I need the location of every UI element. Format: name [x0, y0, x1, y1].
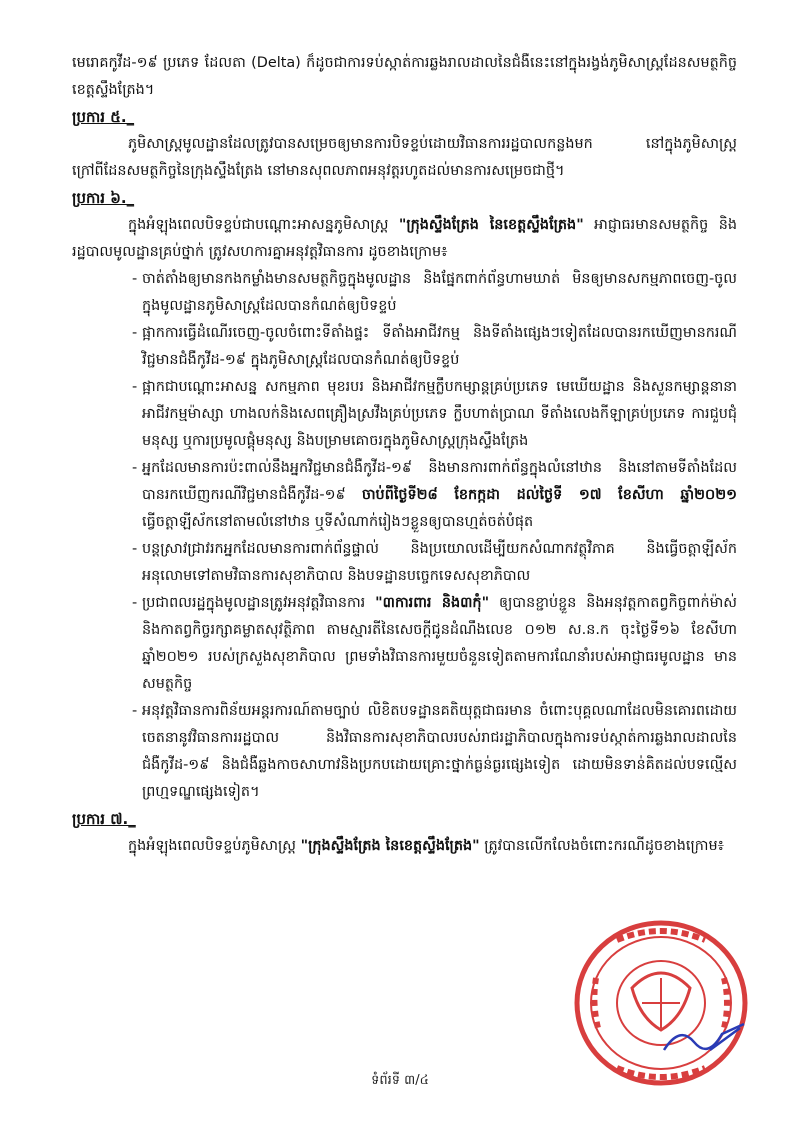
- measures-list: [72, 266, 737, 806]
- bullet-6-bold: "៣ការពារ និង៣កុំ": [375, 595, 490, 611]
- bullet-4-a: អ្នកដែលមានការប៉ះពាល់នឹងអ្នកវិជ្ជមានជំងឺកូវីដ-១៩ និងមានការពាក់ព័ន្ធក្នុងលំនៅឋាន និងនៅតាមទីតាំងដែលបានរកឃើញករណីវិជ្ជមានជំងឺកូវីដ-១៩: [142, 460, 737, 503]
- article-7-text: [72, 833, 737, 860]
- article-5-text: ភូមិសាស្ត្រមូលដ្ឋានដែលត្រូវបានសម្រេចឲ្យមានការបិទខ្ទប់ដោយវិធានការរដ្ឋបាលកន្លងមក នៅក្នុងភូមិសាស្ត្រក្រៅពីដែនសមត្ថកិច្ចនៃក្រុងស្ទឹងត្រែង នៅមានសុពលភាពអនុវត្តរហូតដល់មានការសម្រេចជាថ្មី។: [72, 136, 737, 179]
- list-item: - ផ្អាកការធ្វើដំណើរចេញ-ចូលចំពោះទីតាំងផ្ទះ ទីតាំងអាជីវកម្ម និងទីតាំងផ្សេងៗទៀតដែលបានរកឃើញមានករណីវិជ្ជមានជំងឺកូវីដ-១៩ ក្នុងភូមិសាស្ត្រដែលបានកំណត់ឲ្យបិទខ្ទប់: [142, 320, 737, 374]
- list-item: - អនុវត្តវិធានការពិន័យអន្តរការណ៍តាមច្បាប់ លិខិតបទដ្ឋានគតិយុត្តជាធរមាន ចំពោះបុគ្គលណាដែលមិនគោរពដោយចេតនានូវវិធានការរដ្ឋបាល និងវិធានការសុខាភិបាលរបស់រាជរដ្ឋាភិបាលក្នុងការទប់ស្កាត់ការឆ្លងរាលដាលនៃជំងឺកូវីដ-១៩ និងជំងឺឆ្លងកាចសាហាវនិងប្រកបដោយគ្រោះថ្នាក់ធ្ងន់ធ្ងរផ្សេងទៀត ដោយមិនទាន់គិតដល់បទល្មើសព្រហ្មទណ្ឌផ្សេងទៀត។: [142, 698, 737, 806]
- paragraph-continued: មេរោគកូវីដ-១៩ ប្រភេទ ដែលតា (Delta) ក៏ដូចជាការទប់ស្កាត់ការឆ្លងរាលដាលនៃជំងឺនេះនៅក្នុងរង្វង់ភូមិសាស្ត្រដែនសមត្ថកិច្ចខេត្តស្ទឹងត្រែង។: [72, 55, 737, 98]
- article-6-intro-a: ក្នុងអំឡុងពេលបិទខ្ទប់ជាបណ្ដោះអាសន្នភូមិសាស្ត្រ: [128, 217, 399, 233]
- signature: [660, 1020, 750, 1060]
- list-item: [142, 455, 737, 536]
- bullet-4-date-range: ចាប់ពីថ្ងៃទី២៨ ខែកក្កដា ដល់ថ្ងៃទី ១៧ ខែសីហា ឆ្នាំ២០២១: [361, 487, 737, 503]
- article-6-intro-b: អាជ្ញាធរមានសមត្ថកិច្ច និងរដ្ឋបាលមូលដ្ឋានគ្រប់ថ្នាក់ ត្រូវសហការគ្នាអនុវត្តវិធានការ ដូចខាងក្រោម៖: [72, 217, 737, 260]
- article-5-heading: ប្រការ ៥._: [72, 108, 135, 126]
- bullet-6-b: ឲ្យបានខ្ជាប់ខ្ជួន និងអនុវត្តកាតព្វកិច្ចពាក់ម៉ាស់ និងកាតព្វកិច្ចរក្សាគម្លាតសុវត្ថិភាព តាមស្មារតីនៃសេចក្ដីជូនដំណឹងលេខ ០១២ ស.ន.ក ចុះថ្ងៃទី១៦ ខែសីហា ឆ្នាំ២០២១ របស់ក្រសួងសុខាភិបាល ព្រមទាំងវិធានការមួយចំនួនទៀតតាមការណែនាំរបស់អាជ្ញាធរមូលដ្ឋាន មានសមត្ថកិច្ច: [142, 595, 737, 692]
- official-seal: [572, 918, 750, 1088]
- article-7-a: ក្នុងអំឡុងពេលបិទខ្ទប់ភូមិសាស្ត្រ: [128, 838, 301, 854]
- document-body: [72, 50, 737, 860]
- page-number: ទំព័រទី ៣/៤: [371, 1073, 429, 1088]
- article-6-intro: [72, 212, 737, 266]
- article-6-heading: ប្រការ ៦._: [72, 189, 135, 207]
- bullet-6-a: ប្រជាពលរដ្ឋក្នុងមូលដ្ឋានត្រូវអនុវត្តវិធានការ: [142, 595, 376, 611]
- article-6-intro-bold: "ក្រុងស្ទឹងត្រែង នៃខេត្តស្ទឹងត្រែង": [398, 217, 584, 233]
- list-item: - ផ្អាកជាបណ្ដោះអាសន្ន សកម្មភាព មុខរបរ និងអាជីវកម្មក្លឹបកម្សាន្តគ្រប់ប្រភេទ មេឃើយដ្ឋាន និងសួនកម្សាន្តនានា អាជីវកម្មម៉ាស្សា ហាងលក់និងសេពគ្រឿងស្រវឹងគ្រប់ប្រភេទ ក្លឹបហាត់ប្រាណ ទីតាំងលេងកីឡាគ្រប់ប្រភេទ ការជួបជុំមនុស្ស ឬការប្រមូលផ្តុំមនុស្ស និងបម្រាមគោចរក្នុងភូមិសាស្ត្រក្រុងស្ទឹងត្រែង: [142, 374, 737, 455]
- article-7-heading: ប្រការ ៧._: [72, 810, 136, 828]
- article-7-bold: "ក្រុងស្ទឹងត្រែង នៃខេត្តស្ទឹងត្រែង": [300, 838, 480, 854]
- article-7-b: ត្រូវបានលើកលែងចំពោះករណីដូចខាងក្រោម៖: [479, 838, 724, 854]
- list-item: [142, 590, 737, 698]
- bullet-4-b: ធ្វើចត្តាឡីស័កនៅតាមលំនៅឋាន ឬទីសំណាក់រៀងៗខ្លួនឲ្យបានហ្មត់ចត់បំផុត: [142, 514, 534, 530]
- list-item: - ចាត់តាំងឲ្យមានកងកម្លាំងមានសមត្ថកិច្ចក្នុងមូលដ្ឋាន និងផ្នែកពាក់ព័ន្ធហាមឃាត់ មិនឲ្យមានសកម្មភាពចេញ-ចូលក្នុងមូលដ្ឋានភូមិសាស្ត្រដែលបានកំណត់ឲ្យបិទខ្ទប់: [142, 266, 737, 320]
- list-item: - បន្តស្រាវជ្រាវរកអ្នកដែលមានការពាក់ព័ន្ធផ្ទាល់ និងប្រយោលដើម្បីយកសំណាកវត្ថុវិភាគ និងធ្វើចត្តាឡីស័ក អនុលោមទៅតាមវិធានការសុខាភិបាល និងបទដ្ឋានបច្ចេកទេសសុខាភិបាល: [142, 536, 737, 590]
